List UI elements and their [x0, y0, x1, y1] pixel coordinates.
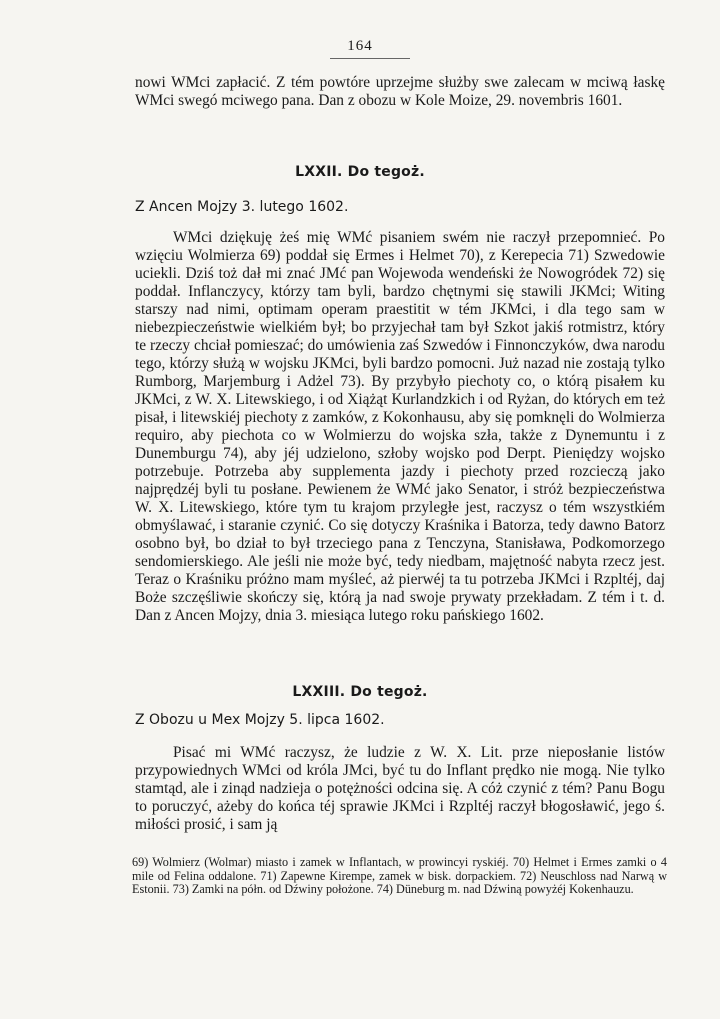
intro-section: [135, 74, 665, 110]
page-number: 164: [347, 38, 373, 54]
letter-body-lxxiii-section: [135, 744, 665, 834]
letter-place-date-lxxiii: Z Obozu u Mex Mojzy 5. lipca 1602.: [135, 712, 385, 728]
footnotes: [132, 856, 667, 897]
page-number-rule: [330, 58, 410, 59]
letter-place-date-lxxii: Z Ancen Mojzy 3. lutego 1602.: [135, 199, 349, 215]
letter-body-lxxii-section: [135, 229, 665, 625]
letter-body-lxxiii: Pisać mi WMć raczysz, że ludzie z W. X. Lit. prze nieposłanie listów przypowiednych WMci od króla JMci, być tu do Inflant prędko nie mogą. Nie tylko stamtąd, ale i zinąd nadzieja o potężności odcina się. A cóż czynić z tém? Panu Bogu to poruczyć, ażeby do końca téj sprawie JKMci i Rzpltéj raczył błogosławić, jego ś. miłości prosić, i sam ją: [135, 744, 665, 833]
letter-heading-lxxiii: LXXIII. Do tegoż.: [292, 684, 428, 700]
footnotes-text: 69) Wolmierz (Wolmar) miasto i zamek w Inflantach, w prowincyi ryskiéj. 70) Helmet i Ermes zamki o 4 mile od Felina oddalone. 71) Zapewne Kirempe, zamek w bisk. dorpackiem. 72) Neuschloss nad Narwą w Estonii. 73) Zamki na półn. od Dźwiny położone. 74) Düneburg m. nad Dźwiną powyżéj Kokenhauzu.: [132, 855, 667, 896]
letter-body-lxxii: WMci dziękuję żeś mię WMć pisaniem swém nie raczył przepomnieć. Po wzięciu Wolmierza 69) poddał się Ermes i Helmet 70), z Kerepecia 71) Szwedowie uciekli. Dziś toż dał mi znać JMć pan Wojewoda wendeński że Nowogródek 72) się poddał. Inflanczycy, którzy tam byli, bardzo chętnymi się stawili JKMci; Witing starszy nad nimi, optimam operam praestitit w tém JKMci, i dla tego sam w niebezpieczeństwie wielkiém był; bo przyjechał tam był Szkot jakiś rotmistrz, który te rzeczy chciał pomieszać; do umówienia zaś Szwedów i Finnonczyków, dwa narodu tego, którzy służą w wojsku JKMci, byli bardzo pomocni. Już nazad nie zostają tylko Rumborg, Marjemburg i Adżel 73). By przybyło piechoty co, o którą pisałem ku JKMci, z W. X. Litewskiego, i od Xiążąt Kurlandzkich i od Ryżan, do których em też pisał, i litewskiéj piechoty z zamków, z Kokonhausu, aby się pomknęli do Wolmierza requiro, aby piechota co w Wolmierzu do wojska szła, także z Dynemuntu i z Dunemburgu 74), aby jéj udzielono, szłoby wojsko pod Derpt. Pieniędzy wojsko potrzebuje. Potrzeba aby supplementa jazdy i piechoty przed rozcieczą jako najprędzéj byli tu posłane. Pewienem że WMć jako Senator, i stróż bezpieczeństwa W. X. Litewskiego, które tym tu krajom przyległe jest, raczysz o tém wszystkiém obmyślawać, i staranie czynić. Co się dotyczy Kraśnika i Batorza, tedy dawno Batorz osobno był, bo dział to był trzeciego pana z Tenczyna, Stanisława, Podkomorzego sendomierskiego. Ale jeśli nie może być, tedy niedbam, majętność nabyta rzecz jest. Teraz o Kraśniku próżno mam myśleć, aż pierwéj ta tu potrzeba JKMci i Rzpltéj, daj Boże szczęśliwie skończy się, którą ja nad swoje prywaty przekładam. Z tém i t. d. Dan z Ancen Mojzy, dnia 3. miesiąca lutego roku pańskiego 1602.: [135, 229, 665, 624]
intro-paragraph: nowi WMci zapłacić. Z tém powtóre uprzejme służby swe zalecam w mciwą łaskę WMci swegó mciwego pana. Dan z obozu w Kole Moize, 29. novembris 1601.: [135, 74, 665, 109]
letter-heading-lxxii: LXXII. Do tegoż.: [295, 164, 425, 180]
